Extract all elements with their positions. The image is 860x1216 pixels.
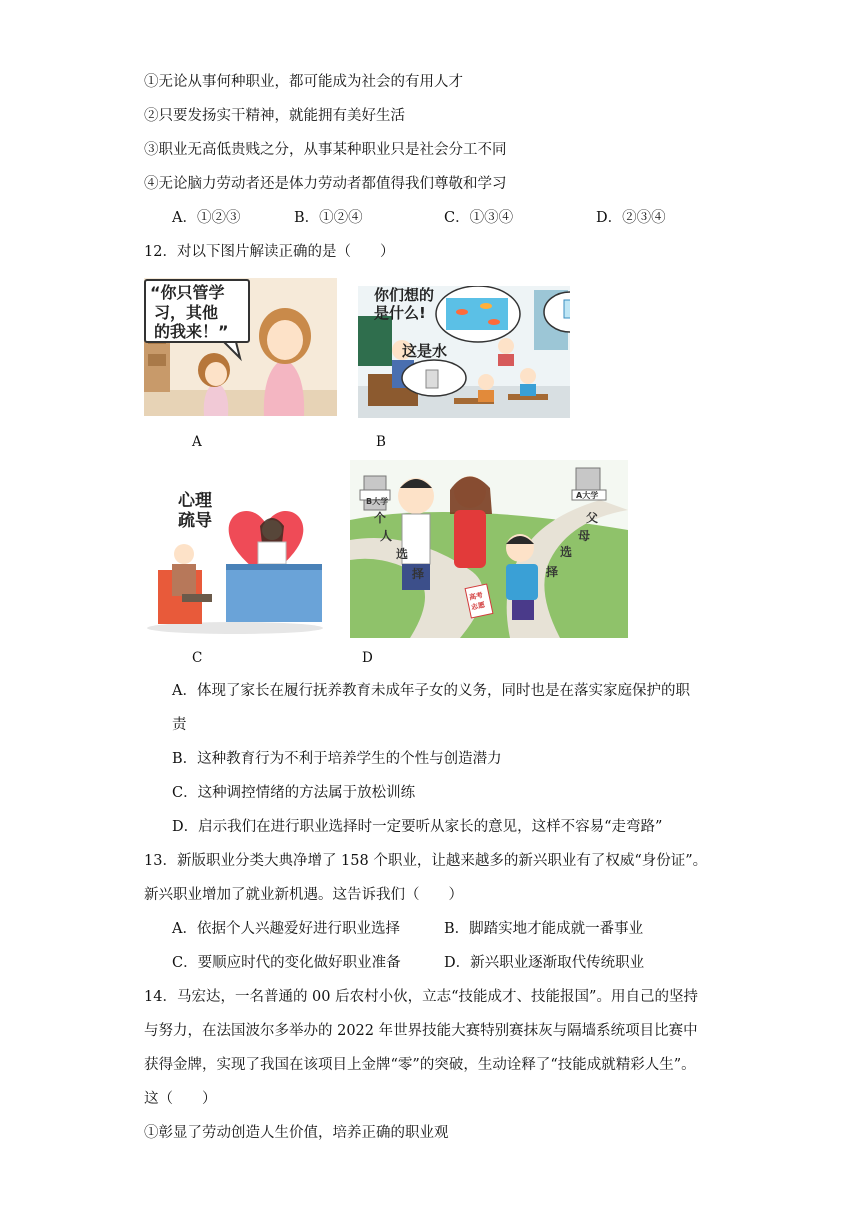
picture-d-right-path-3: 选 bbox=[560, 545, 573, 559]
q12-option-c: C．这种调控情绪的方法属于放松训练 bbox=[172, 785, 416, 801]
q11-statement-2: ②只要发扬实干精神，就能拥有美好生活 bbox=[144, 108, 405, 124]
picture-a-caption: A bbox=[192, 434, 202, 450]
picture-b-text-3: 这是水 bbox=[402, 342, 448, 360]
picture-b-text-1: 你们想的 bbox=[374, 286, 435, 304]
q12-option-a-line-1: A．体现了家长在履行抚养教育未成年子女的义务，同时也是在落实家庭保护的职 bbox=[172, 683, 690, 699]
q11-option-b: B．①②④ bbox=[294, 210, 363, 226]
picture-d-left-sign: B大学 bbox=[366, 497, 389, 506]
picture-d-right-path-4: 择 bbox=[546, 565, 559, 579]
q13-stem-line-2: 新兴职业增加了就业新机遇。这告诉我们（ ） bbox=[144, 887, 463, 903]
q13-option-b: B．脚踏实地才能成就一番事业 bbox=[444, 921, 644, 937]
q14-stem-line-1: 14．马宏达，一名普通的 00 后农村小伙，立志“技能成才、技能报国”。用自己的坚持 bbox=[144, 989, 698, 1005]
q13-option-d: D．新兴职业逐渐取代传统职业 bbox=[444, 955, 645, 971]
picture-d-career-choice bbox=[350, 460, 628, 638]
picture-d-left-path-1: 个 bbox=[374, 511, 387, 525]
q12-option-a-line-2: 责 bbox=[172, 717, 187, 733]
picture-d-left-path-3: 选 bbox=[396, 547, 409, 561]
picture-b-classroom bbox=[358, 286, 570, 418]
q11-statement-4: ④无论脑力劳动者还是体力劳动者都值得我们尊敬和学习 bbox=[144, 176, 507, 192]
q13-stem-line-1: 13．新版职业分类大典净增了 158 个职业，让越来越多的新兴职业有了权威“身份证”。 bbox=[144, 853, 708, 869]
picture-c-caption: C bbox=[192, 650, 203, 666]
picture-a-mother-daughter bbox=[144, 278, 337, 416]
picture-a-text-2: 习，其他 bbox=[154, 303, 219, 322]
picture-d-left-path-4: 择 bbox=[412, 567, 425, 581]
picture-d-right-path-1: 父 bbox=[586, 511, 599, 525]
q13-option-c: C．要顺应时代的变化做好职业准备 bbox=[172, 955, 401, 971]
picture-c-counseling bbox=[144, 486, 326, 636]
q11-option-d: D．②③④ bbox=[596, 210, 666, 226]
q14-stem-line-3: 获得金牌，实现了我国在该项目上金牌“零”的突破，生动诠释了“技能成就精彩人生”。 bbox=[144, 1057, 696, 1073]
picture-d-left-path-2: 人 bbox=[380, 529, 393, 543]
q11-statement-3: ③职业无高低贵贱之分，从事某种职业只是社会分工不同 bbox=[144, 142, 507, 158]
q14-statement-1: ①彰显了劳动创造人生价值，培养正确的职业观 bbox=[144, 1125, 449, 1141]
picture-b-text-2: 是什么! bbox=[374, 304, 426, 322]
picture-c-text-1: 心理 bbox=[178, 491, 212, 511]
q13-option-a: A．依据个人兴趣爱好进行职业选择 bbox=[172, 921, 400, 937]
q12-stem: 12．对以下图片解读正确的是（ ） bbox=[144, 244, 395, 260]
q14-stem-line-4: 这（ ） bbox=[144, 1091, 217, 1107]
picture-d-paper-text-1: 高考 bbox=[468, 591, 484, 602]
picture-d-right-sign: A大学 bbox=[576, 491, 599, 500]
picture-a-text-1: “你只管学 bbox=[150, 283, 225, 302]
q11-option-c: C．①③④ bbox=[444, 210, 514, 226]
picture-a-text-3: 的我来！” bbox=[154, 322, 229, 341]
picture-d-caption: D bbox=[362, 650, 373, 666]
q12-option-b: B．这种教育行为不利于培养学生的个性与创造潜力 bbox=[172, 751, 502, 767]
picture-b-caption: B bbox=[376, 434, 386, 450]
q12-option-d: D．启示我们在进行职业选择时一定要听从家长的意见，这样不容易“走弯路” bbox=[172, 819, 663, 835]
q11-option-a: A．①②③ bbox=[172, 210, 241, 226]
picture-d-right-path-2: 母 bbox=[578, 529, 591, 543]
q14-stem-line-2: 与努力，在法国波尔多举办的 2022 年世界技能大赛特别赛抹灰与隔墙系统项目比赛中 bbox=[144, 1023, 698, 1039]
picture-c-text-2: 疏导 bbox=[178, 511, 212, 531]
q11-statement-1: ①无论从事何种职业，都可能成为社会的有用人才 bbox=[144, 74, 463, 90]
picture-d-paper-text-2: 志愿 bbox=[470, 600, 486, 612]
